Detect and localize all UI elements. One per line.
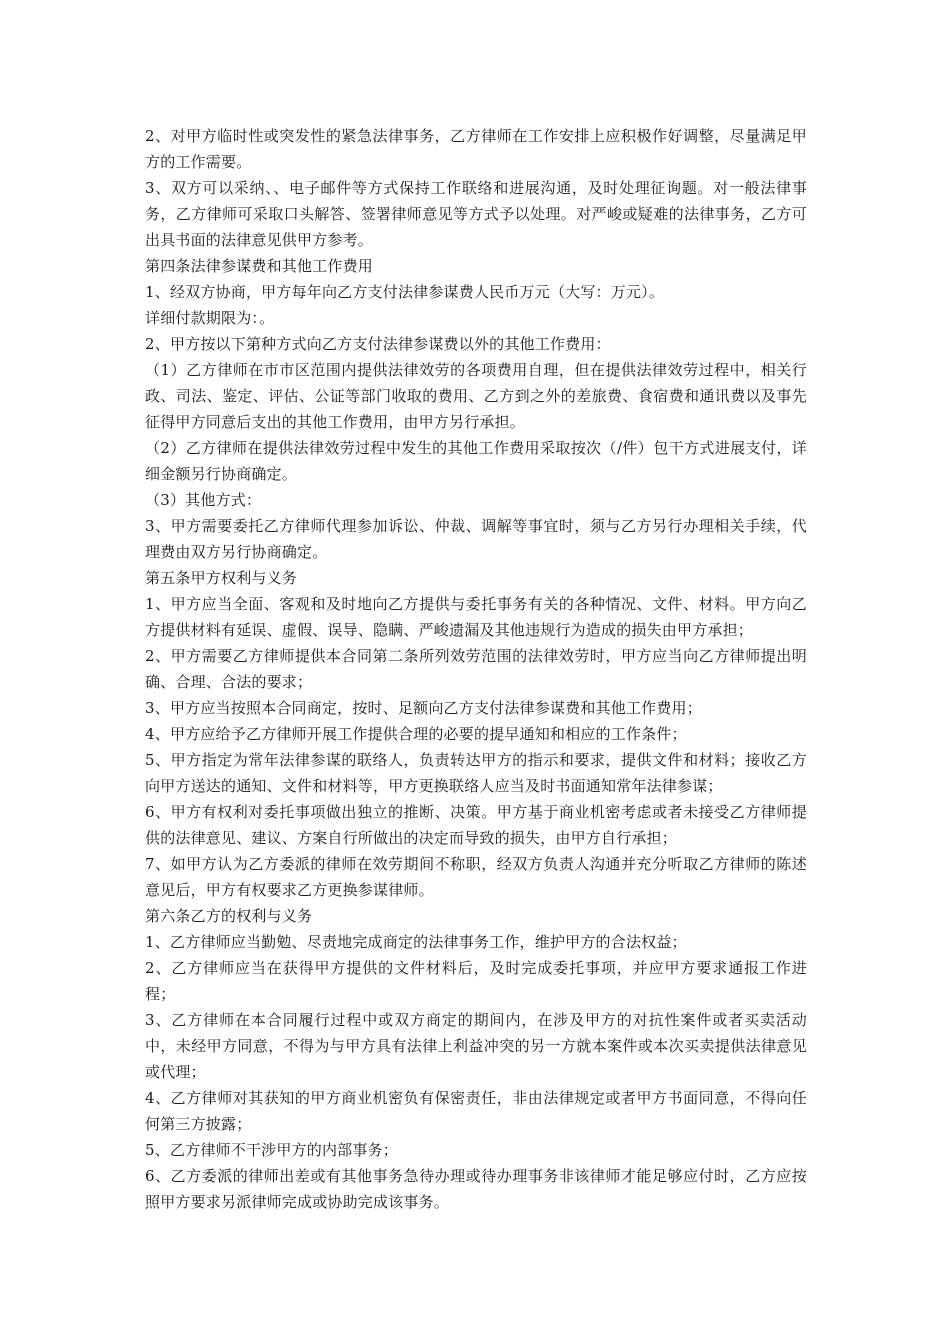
- paragraph: 详细付款期限为：。: [145, 309, 275, 327]
- paragraph: 2、乙方律师应当在获得甲方提供的文件材料后，及时完成委托事项，并应甲方要求通报工作进程；: [145, 959, 807, 1003]
- paragraph: 5、甲方指定为常年法律参谋的联络人，负责转达甲方的指示和要求，提供文件和材料；接收乙方向甲方送达的通知、文件和材料等，甲方更换联络人应当及时书面通知常年法律参谋；: [145, 751, 807, 795]
- paragraph: （2）乙方律师在提供法律效劳过程中发生的其他工作费用采取按次（/件）包干方式进展支付，详细金额另行协商确定。: [145, 439, 807, 483]
- paragraph: （1）乙方律师在市市区范围内提供法律效劳的各项费用自理，但在提供法律效劳过程中，相关行政、司法、鉴定、评估、公证等部门收取的费用、乙方到之外的差旅费、食宿费和通讯费以及事先征得甲方同意后支出的其他工作费用，由甲方另行承担。: [145, 361, 807, 431]
- paragraph: 5、乙方律师不干涉甲方的内部事务；: [145, 1141, 398, 1159]
- paragraph: 2、对甲方临时性或突发性的紧急法律事务，乙方律师在工作安排上应积极作好调整，尽量满足甲方的工作需要。: [145, 127, 807, 171]
- paragraph: 1、甲方应当全面、客观和及时地向乙方提供与委托事务有关的各种情况、文件、材料。甲方向乙方提供材料有延误、虚假、误导、隐瞒、严峻遗漏及其他违规行为造成的损失由甲方承担；: [145, 595, 807, 639]
- paragraph: 3、甲方需要委托乙方律师代理参加诉讼、仲裁、调解等事宜时，须与乙方另行办理相关手续，代理费由双方另行协商确定。: [145, 517, 807, 561]
- section-heading: 第六条乙方的权利与义务: [145, 907, 313, 925]
- section-heading: 第四条法律参谋费和其他工作费用: [145, 257, 374, 275]
- paragraph: 2、甲方需要乙方律师提供本合同第二条所列效劳范围的法律效劳时，甲方应当向乙方律师提出明确、合理、合法的要求；: [145, 647, 807, 691]
- paragraph: 3、乙方律师在本合同履行过程中或双方商定的期间内，在涉及甲方的对抗性案件或者买卖活动中，未经甲方同意，不得为与甲方具有法律上利益冲突的另一方就本案件或本次买卖提供法律意见或代理；: [145, 1011, 807, 1081]
- paragraph: 3、双方可以采纳、、电子邮件等方式保持工作联络和进展沟通，及时处理征询题。对一般法律事务，乙方律师可采取口头解答、签署律师意见等方式予以处理。对严峻或疑难的法律事务，乙方可出具书面的法律意见供甲方参考。: [145, 179, 807, 249]
- document-page: [145, 123, 807, 1215]
- paragraph: 4、甲方应给予乙方律师开展工作提供合理的必要的提早通知和相应的工作条件；: [145, 725, 687, 743]
- paragraph: 1、经双方协商，甲方每年向乙方支付法律参谋费人民币万元（大写：万元）。: [145, 283, 665, 301]
- paragraph: 6、乙方委派的律师出差或有其他事务急待办理或待办理事务非该律师才能足够应付时，乙方应按照甲方要求另派律师完成或协助完成该事务。: [145, 1167, 807, 1211]
- paragraph: （3）其他方式：: [145, 491, 262, 509]
- paragraph: 4、乙方律师对其获知的甲方商业机密负有保密责任，非由法律规定或者甲方书面同意，不得向任何第三方披露；: [145, 1089, 807, 1133]
- paragraph: 2、甲方按以下第种方式向乙方支付法律参谋费以外的其他工作费用：: [145, 335, 611, 353]
- paragraph: 6、甲方有权利对委托事项做出独立的推断、决策。甲方基于商业机密考虑或者未接受乙方律师提供的法律意见、建议、方案自行所做出的决定而导致的损失，由甲方自行承担；: [145, 803, 807, 847]
- section-heading: 第五条甲方权利与义务: [145, 569, 298, 587]
- paragraph: 7、如甲方认为乙方委派的律师在效劳期间不称职，经双方负责人沟通并充分听取乙方律师的陈述意见后，甲方有权要求乙方更换参谋律师。: [145, 855, 807, 899]
- paragraph: 3、甲方应当按照本合同商定，按时、足额向乙方支付法律参谋费和其他工作费用；: [145, 699, 702, 717]
- paragraph: 1、乙方律师应当勤勉、尽责地完成商定的法律事务工作，维护甲方的合法权益；: [145, 933, 687, 951]
